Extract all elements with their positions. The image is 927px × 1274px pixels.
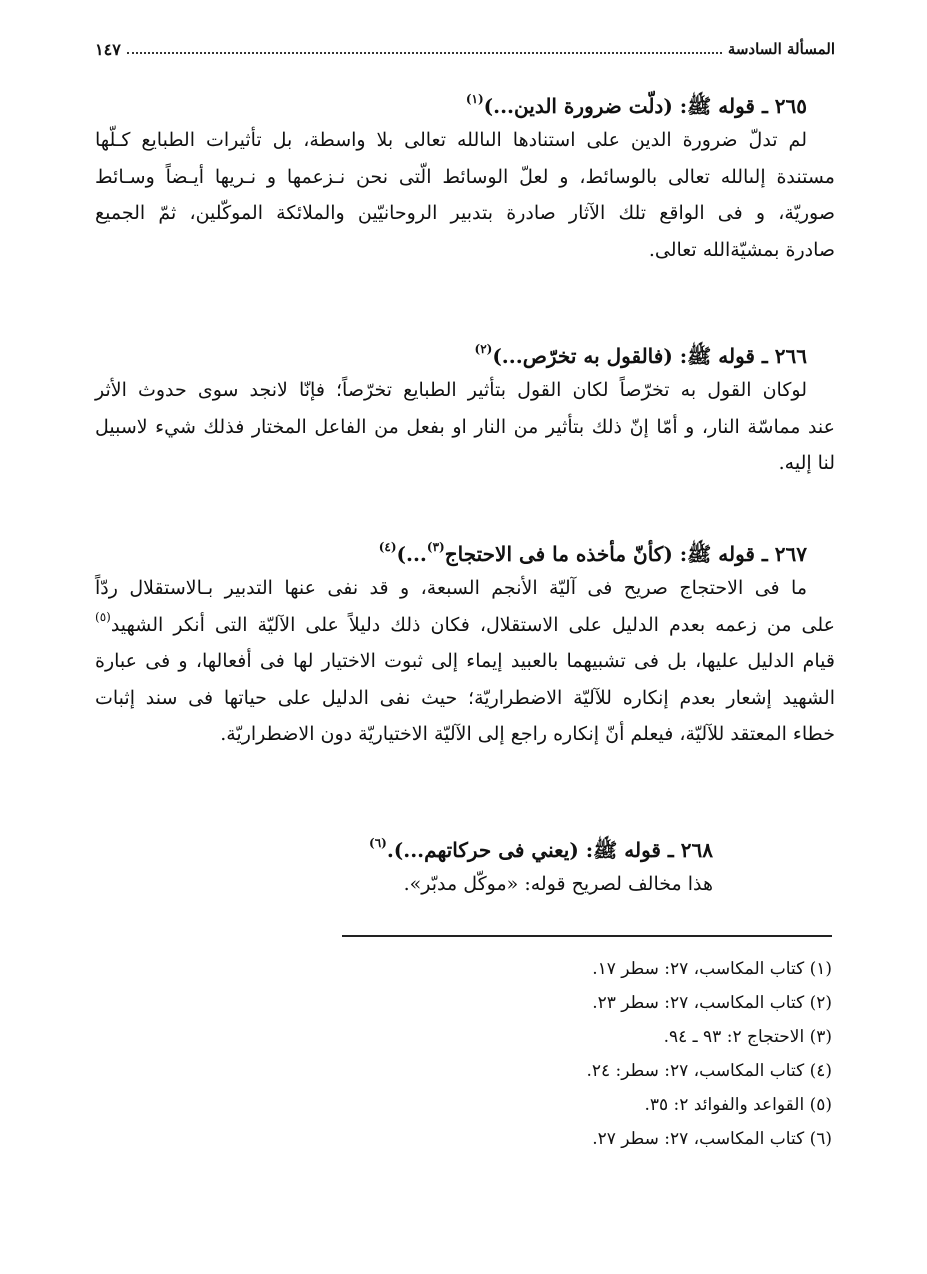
section-heading (95, 90, 807, 122)
section-body (95, 372, 835, 482)
section-267 (95, 538, 835, 753)
heading-text: ٢٦٨ ـ قوله ﷺ: (يعني فى حركاتهم...). (386, 838, 713, 862)
footnote: (٤) كتاب المكاسب، ٢٧: سطر: ٢٤. (586, 1061, 832, 1081)
body-line-text: على من زعمه بعدم الدليل على الاستقلال، فكان ذلك دليلاً على الآليّة التى أنكر الشهيد (110, 613, 835, 636)
body-line (95, 607, 835, 644)
leader-dots (127, 52, 722, 54)
running-header (95, 36, 835, 62)
heading-text: ٢٦٧ ـ قوله ﷺ: (كأنّ مأخذه ما فى الاحتجاج (444, 542, 807, 566)
body-line: لم تدلّ ضرورة الدين على استنادها الىالله تعالى بلا واسطة، بل تأثيرات الطبايع كـلّها (95, 129, 807, 151)
section-body (95, 866, 835, 903)
footnote-ref: (٤) (378, 540, 397, 555)
footnote: (٦) كتاب المكاسب، ٢٧: سطر ٢٧. (592, 1129, 832, 1149)
section-heading (95, 340, 807, 372)
section-heading (95, 538, 807, 570)
heading-tail: ...) (396, 542, 427, 566)
footnote-ref: (٢) (474, 342, 493, 357)
heading-text: ٢٦٥ ـ قوله ﷺ: (دلّت ضرورة الدين...) (483, 94, 807, 118)
body-line: ما فى الاحتجاج صريح فى آليّة الأنجم السبعة، و قد نفى عنها التدبير بـالاستقلال ردّاً (95, 577, 807, 599)
body-line: الشهيد إشعار بعدم إنكاره للآليّة الاضطراريّة؛ حيث نفى الدليل على حياتها فى سند إثبات (95, 686, 835, 709)
body-line: خطاء المعتقد للآليّة، فيعلم أنّ إنكاره راجع إلى الآليّة الاختياريّة دون الاضطراريّة. (220, 723, 835, 745)
body-line: عند مماسّة النار، و أمّا إنّ ذلك بتأثير من النار او بفعل من الفاعل المختار فذلك شيء لاسبيل (95, 415, 835, 438)
heading-text: ٢٦٦ ـ قوله ﷺ: (فالقول به تخرّص...) (492, 344, 807, 368)
section-body (95, 570, 835, 753)
body-line: لنا إليه. (778, 452, 835, 474)
section-body (95, 122, 835, 268)
footnote: (٥) القواعد والفوائد ٢: ٣٥. (644, 1095, 832, 1115)
footnote: (١) كتاب المكاسب، ٢٧: سطر ١٧. (592, 959, 832, 979)
footnote: (٣) الاحتجاج ٢: ٩٣ ـ ٩٤. (663, 1027, 832, 1047)
section-heading (95, 834, 713, 866)
body-line: مستندة إلىالله تعالى بالوسائط، و لعلّ الوسائط الّتى نحن نـزعمها و نـريها أيـضاً وسـائط (95, 165, 835, 188)
body-line: لوكان القول به تخرّصاً لكان القول بتأثير الطبايع تخرّصاً؛ فإنّا لانجد سوى حدوث الأثر (95, 379, 807, 401)
footnote-separator (342, 935, 832, 937)
section-266 (95, 340, 835, 482)
footnote-ref: (٦) (369, 836, 387, 851)
section-268 (95, 834, 835, 903)
footnote: (٢) كتاب المكاسب، ٢٧: سطر ٢٣. (592, 993, 832, 1013)
body-line: صوريّة، و فى الواقع تلك الآثار صادرة بتدبير الروحانيّين والملائكة الموكّلين، ثمّ الجميع (95, 202, 835, 224)
body-line: هذا مخالف لصريح قوله: «موكّل مدبّر». (403, 873, 713, 895)
footnote-ref: (١) (465, 92, 484, 107)
section-265 (95, 90, 835, 268)
footnotes-list (332, 952, 832, 1156)
footnote-ref: (٣) (426, 540, 445, 555)
body-line: قيام الدليل عليها، بل فى تشبيهما بالعبيد إيماء إلى ثبوت الاختيار لها فى أفعالها، و فى عبارة (95, 650, 835, 672)
body-line: صادرة بمشيّةالله تعالى. (648, 238, 835, 261)
page-number: ١٤٧ (95, 39, 121, 59)
footnote-ref: (٥) (95, 610, 111, 625)
chapter-title: المسألة السادسة (727, 40, 835, 58)
